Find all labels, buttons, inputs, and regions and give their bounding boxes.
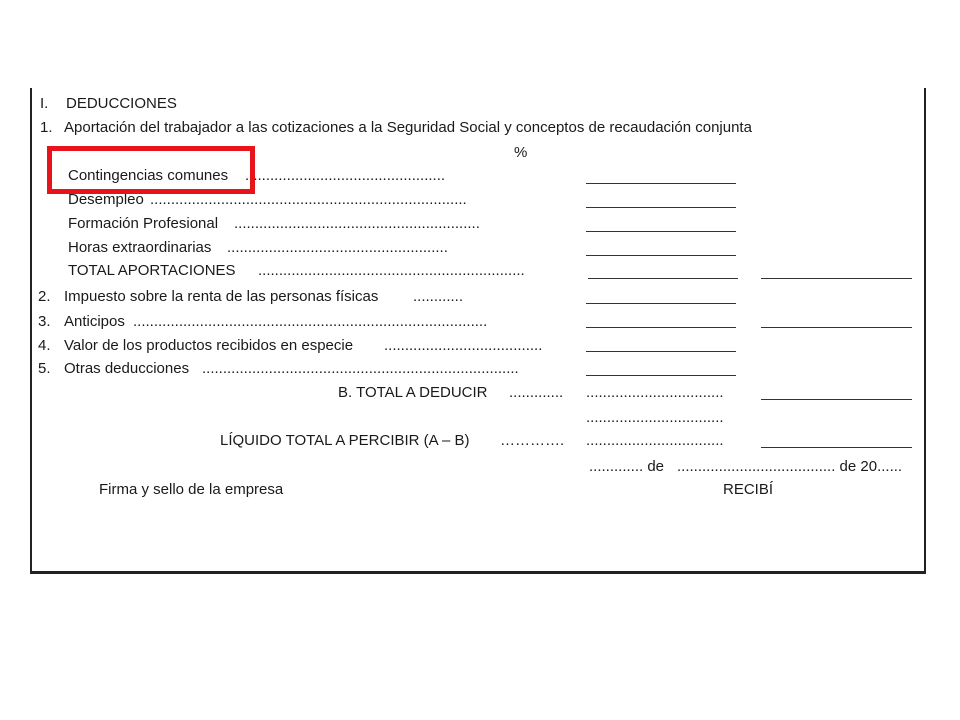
percent-blank-line[interactable] [586, 375, 736, 376]
section-title: DEDUCCIONES [66, 95, 177, 112]
percent-blank-line[interactable] [586, 231, 736, 232]
amount-dots: ................................. [586, 409, 724, 426]
highlight-box [47, 146, 255, 194]
leader-dots: ............................................................................ [202, 360, 519, 377]
section-roman: I. [40, 95, 49, 112]
amount-blank-line[interactable] [761, 399, 912, 400]
sub-item-label: TOTAL APORTACIONES [68, 262, 236, 279]
sub-item-label: Desempleo [68, 191, 144, 208]
leader-dots: …………. [500, 432, 565, 449]
firma-label: Firma y sello de la empresa [99, 481, 284, 498]
item-1-number: 1. [40, 119, 53, 136]
percent-blank-line[interactable] [586, 303, 736, 304]
item-label: Valor de los productos recibidos en especie [64, 337, 354, 354]
liquido-label: LÍQUIDO TOTAL A PERCIBIR (A – B) [220, 432, 470, 449]
leader-dots: ..................................................................................... [133, 313, 488, 330]
item-label: Anticipos [64, 313, 125, 330]
sub-item-label: Horas extraordinarias [68, 239, 212, 256]
leader-dots: ............. [509, 384, 564, 401]
amount-blank-line[interactable] [761, 447, 912, 448]
item-number: 3. [38, 313, 51, 330]
item-number: 5. [38, 360, 51, 377]
percent-blank-line[interactable] [586, 207, 736, 208]
item-label: Otras deducciones [64, 360, 190, 377]
amount-dots: ................................. [586, 384, 724, 401]
recibi-label: RECIBÍ [723, 481, 774, 498]
amount-blank-line[interactable] [761, 278, 912, 279]
leader-dots: ........................................................... [234, 215, 480, 232]
leader-dots: ............ [413, 288, 464, 305]
leader-dots: ................................................ [245, 167, 446, 184]
date-day-month: ............. de [589, 458, 665, 475]
item-1-text: Aportación del trabajador a las cotizaciones a la Seguridad Social y conceptos de recaudación conjunta [64, 119, 752, 136]
sub-item-label: Formación Profesional [68, 215, 219, 232]
leader-dots: ...................................... [384, 337, 543, 354]
amount-dots: ................................. [586, 432, 724, 449]
date-month-year: ...................................... de 20...... [677, 458, 903, 475]
percent-blank-line[interactable] [586, 327, 736, 328]
b-total-label: B. TOTAL A DEDUCIR [338, 384, 488, 401]
item-number: 4. [38, 337, 51, 354]
percent-blank-line[interactable] [586, 351, 736, 352]
percent-blank-line[interactable] [586, 183, 736, 184]
amount-blank-line[interactable] [761, 327, 912, 328]
leader-dots: ................................................................ [258, 262, 525, 279]
percent-blank-line[interactable] [588, 278, 738, 279]
leader-dots: ............................................................................ [150, 191, 467, 208]
percent-blank-line[interactable] [586, 255, 736, 256]
sub-item-label: Contingencias comunes [68, 167, 229, 184]
item-number: 2. [38, 288, 51, 305]
percent-header: % [514, 144, 528, 161]
leader-dots: ..................................................... [227, 239, 448, 256]
item-label: Impuesto sobre la renta de las personas físicas [64, 288, 379, 305]
